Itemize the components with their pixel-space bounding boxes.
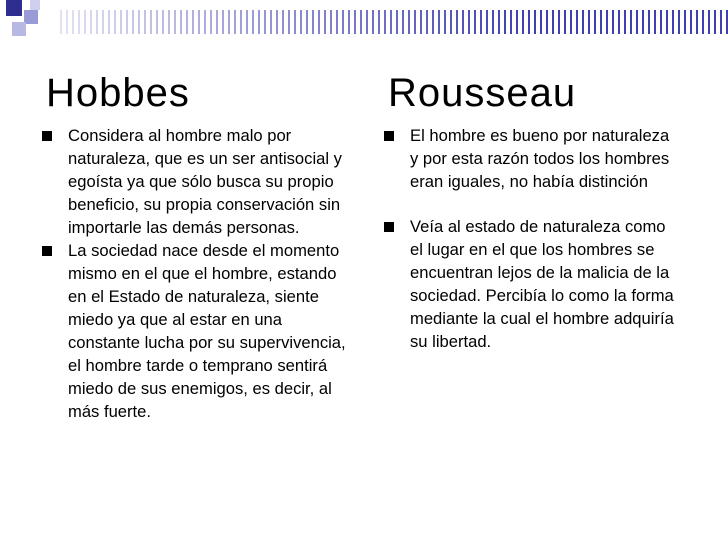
hobbes-bullet-list xyxy=(38,124,353,423)
hobbes-bullet-item xyxy=(38,124,353,239)
square-bullet-icon xyxy=(42,246,52,256)
rousseau-bullet-list xyxy=(380,124,680,353)
logo-square-light xyxy=(12,22,26,36)
rousseau-column xyxy=(380,68,680,353)
hobbes-heading: Hobbes xyxy=(46,71,190,115)
hobbes-bullet-item xyxy=(38,239,353,423)
hobbes-bullet-text: La sociedad nace desde el momento mismo en el que el hombre, estando en el Estado de naturaleza, siente miedo ya que al estar en una constante lucha por su supervivencia, el hombre tarde o temprano sentirá miedo de sus enemigos, es decir, al más fuerte. xyxy=(68,241,346,421)
rousseau-bullet-item xyxy=(380,124,680,193)
rousseau-bullet-item xyxy=(380,215,680,353)
logo-square-medium xyxy=(24,10,38,24)
logo-square-dark xyxy=(6,0,22,16)
square-bullet-icon xyxy=(42,131,52,141)
square-bullet-icon xyxy=(384,131,394,141)
rousseau-bullet-text: El hombre es bueno por naturaleza y por esta razón todos los hombres eran iguales, no había distinción xyxy=(410,126,670,191)
rousseau-bullet-text: Veía al estado de naturaleza como el lugar en el que los hombres se encuentran lejos de la malicia de la sociedad. Percibía lo como la forma mediante la cual el hombre adquiría su libertad. xyxy=(410,217,674,351)
hobbes-column xyxy=(38,68,353,423)
square-bullet-icon xyxy=(384,222,394,232)
hobbes-bullet-text: Considera al hombre malo por naturaleza, que es un ser antisocial y egoísta ya que sólo busca su propio beneficio, su propia conservación sin importarle las demás personas. xyxy=(68,126,342,237)
rousseau-heading: Rousseau xyxy=(388,71,577,115)
logo-square-pale xyxy=(30,0,40,10)
header-stripe-decoration xyxy=(60,10,728,34)
